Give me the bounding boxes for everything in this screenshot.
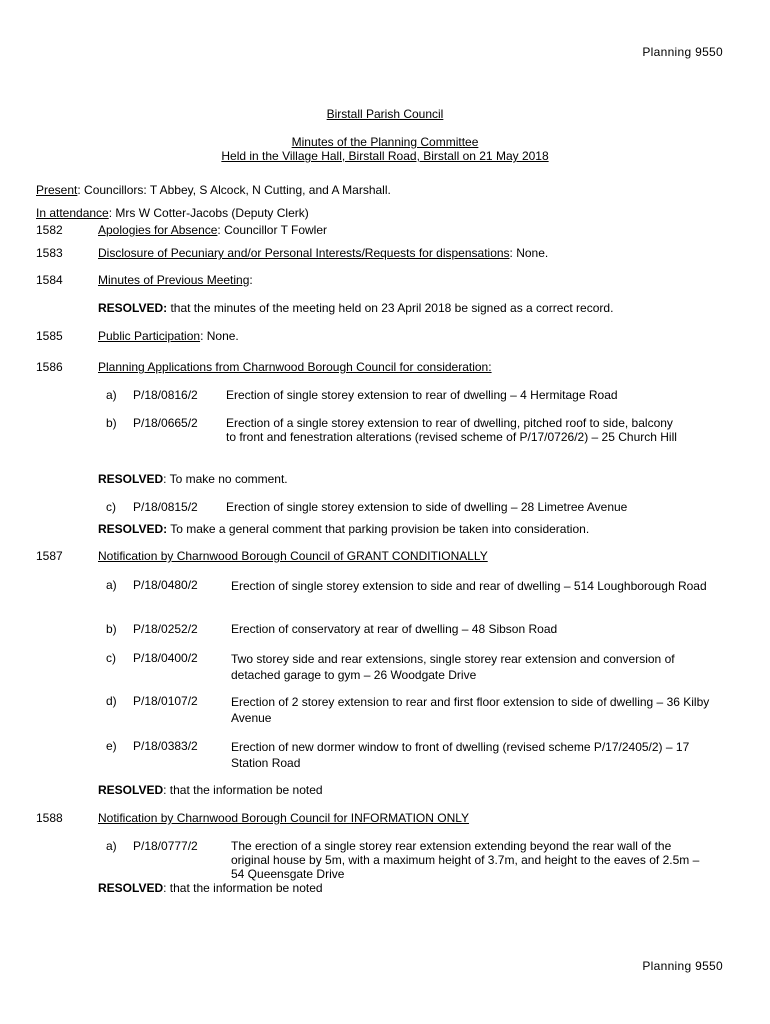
page-header-label: Planning 9550 xyxy=(642,45,723,59)
app-description: Erection of single storey extension to side of dwelling – 28 Limetree Avenue xyxy=(226,500,628,514)
item-1587-heading: Notification by Charnwood Borough Council of GRANT CONDITIONALLY xyxy=(98,549,488,563)
minutes-title: Minutes of the Planning Committee xyxy=(291,135,479,149)
item-1582-apologies: Apologies for Absence: Councillor T Fowler xyxy=(98,223,328,237)
app-reference: P/18/0480/2 xyxy=(133,578,198,592)
app-description: Erection of new dormer window to front of dwelling (revised scheme P/17/2405/2) – 17 Station Road xyxy=(231,740,690,770)
app-reference: P/18/0107/2 xyxy=(133,694,198,708)
item-number: 1587 xyxy=(36,549,63,563)
resolution: RESOLVED: To make a general comment that parking provision be taken into consideration. xyxy=(98,522,590,536)
app-letter: a) xyxy=(106,388,117,402)
app-letter: b) xyxy=(106,622,117,636)
item-1586-heading: Planning Applications from Charnwood Borough Council for consideration: xyxy=(98,360,492,374)
meeting-venue-date: Held in the Village Hall, Birstall Road, Birstall on 21 May 2018 xyxy=(221,149,549,163)
item-number: 1584 xyxy=(36,273,63,287)
present-line: Present: Councillors: T Abbey, S Alcock, N Cutting, and A Marshall. xyxy=(36,183,391,197)
app-description: Two storey side and rear extensions, single storey rear extension and conversion of detached garage to gym – 26 Woodgate Drive xyxy=(231,652,675,682)
app-reference: P/18/0815/2 xyxy=(133,500,198,514)
attendance-label: In attendance xyxy=(36,206,109,220)
app-reference: P/18/0252/2 xyxy=(133,622,198,636)
app-reference: P/18/0665/2 xyxy=(133,416,198,430)
app-letter: a) xyxy=(106,578,117,592)
council-name: Birstall Parish Council xyxy=(326,107,444,121)
app-description: Erection of 2 storey extension to rear and first floor extension to side of dwelling – 36 Kilby Avenue xyxy=(231,695,710,725)
app-reference: P/18/0400/2 xyxy=(133,651,198,665)
app-description: Erection of conservatory at rear of dwelling – 48 Sibson Road xyxy=(231,622,558,636)
item-1588-heading: Notification by Charnwood Borough Council for INFORMATION ONLY xyxy=(98,811,470,825)
app-description: Erection of single storey extension to side and rear of dwelling – 514 Loughborough Road xyxy=(231,579,707,593)
app-letter: c) xyxy=(106,500,116,514)
app-letter: d) xyxy=(106,694,117,708)
item-1584-previous-minutes: Minutes of Previous Meeting: xyxy=(98,273,253,287)
app-description: Erection of single storey extension to rear of dwelling – 4 Hermitage Road xyxy=(226,388,618,402)
app-letter: b) xyxy=(106,416,117,430)
app-letter: c) xyxy=(106,651,116,665)
app-reference: P/18/0816/2 xyxy=(133,388,198,402)
app-letter: a) xyxy=(106,839,117,853)
resolution: RESOLVED: that the minutes of the meeting held on 23 April 2018 be signed as a correct record. xyxy=(98,301,614,315)
app-letter: e) xyxy=(106,739,117,753)
resolution: RESOLVED: To make no comment. xyxy=(98,472,288,486)
resolution: RESOLVED: that the information be noted xyxy=(98,783,323,797)
resolution: RESOLVED: that the information be noted xyxy=(98,881,323,895)
present-label: Present xyxy=(36,183,78,197)
app-reference: P/18/0777/2 xyxy=(133,839,198,853)
app-description: Erection of a single storey extension to rear of dwelling, pitched roof to side, balcony to front and fenestration alterations (revised scheme of P/17/0726/2) – 25 Church Hill xyxy=(226,416,677,444)
app-reference: P/18/0383/2 xyxy=(133,739,198,753)
item-number: 1583 xyxy=(36,246,63,260)
item-number: 1586 xyxy=(36,360,63,374)
page-footer-label: Planning 9550 xyxy=(642,959,723,973)
item-number: 1582 xyxy=(36,223,63,237)
item-1585-public-participation: Public Participation: None. xyxy=(98,329,239,343)
attendance-line: In attendance: Mrs W Cotter-Jacobs (Deputy Clerk) xyxy=(36,206,309,220)
app-description: The erection of a single storey rear extension extending beyond the rear wall of the original house by 5m, with a maximum height of 3.7m, and height to the eaves of 2.5m – 54 Queensgate Drive xyxy=(231,839,700,881)
item-1583-interests: Disclosure of Pecuniary and/or Personal Interests/Requests for dispensations: None. xyxy=(98,246,549,260)
item-number: 1585 xyxy=(36,329,63,343)
item-number: 1588 xyxy=(36,811,63,825)
